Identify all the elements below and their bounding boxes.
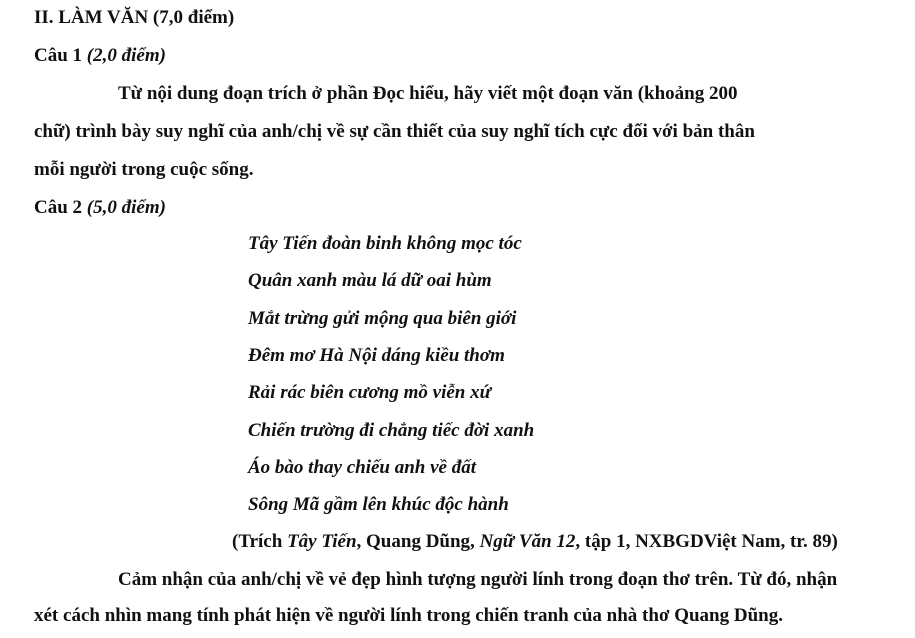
question-2-prompt-line: xét cách nhìn mang tính phát hiện về người lính trong chiến tranh của nhà thơ Quang Dũng. [34, 605, 783, 626]
poem-line: Áo bào thay chiếu anh về đất [248, 457, 477, 478]
poem-line: Quân xanh màu lá dữ oai hùm [248, 270, 492, 291]
question-1-label: Câu 1 [34, 45, 83, 66]
citation-rest: , tập 1, NXBGDViệt Nam, tr. 89) [575, 531, 838, 552]
question-1-prompt-line: Từ nội dung đoạn trích ở phần Đọc hiểu, hãy viết một đoạn văn (khoảng 200 [118, 83, 738, 104]
poem-line: Tây Tiến đoàn binh không mọc tóc [248, 233, 522, 254]
question-1-prompt-line: chữ) trình bày suy nghĩ của anh/chị về sự cần thiết của suy nghĩ tích cực đối với bản thân [34, 121, 755, 142]
citation-open: (Trích [232, 531, 288, 552]
citation-book: Ngữ Văn 12 [479, 531, 576, 552]
citation-title: Tây Tiến [287, 531, 357, 552]
section-title: II. LÀM VĂN (7,0 điểm) [34, 7, 235, 28]
poem-citation [232, 530, 838, 554]
poem-line: Rải rác biên cương mồ viễn xứ [248, 382, 492, 403]
citation-author: , Quang Dũng, [356, 531, 480, 552]
question-2-points: (5,0 điểm) [86, 197, 166, 218]
question-2-heading [34, 196, 166, 220]
poem-line: Sông Mã gầm lên khúc độc hành [248, 494, 509, 515]
poem-line: Đêm mơ Hà Nội dáng kiều thơm [248, 345, 505, 366]
question-1-points: (2,0 điểm) [86, 45, 166, 66]
question-2-label: Câu 2 [34, 197, 83, 218]
question-1-heading [34, 44, 166, 68]
question-1-prompt-line: mỗi người trong cuộc sống. [34, 159, 254, 180]
question-2-prompt-line: Cảm nhận của anh/chị về vẻ đẹp hình tượng người lính trong đoạn thơ trên. Từ đó, nhận [118, 569, 838, 590]
poem-line: Chiến trường đi chẳng tiếc đời xanh [248, 420, 535, 441]
poem-line: Mắt trừng gửi mộng qua biên giới [248, 308, 517, 329]
